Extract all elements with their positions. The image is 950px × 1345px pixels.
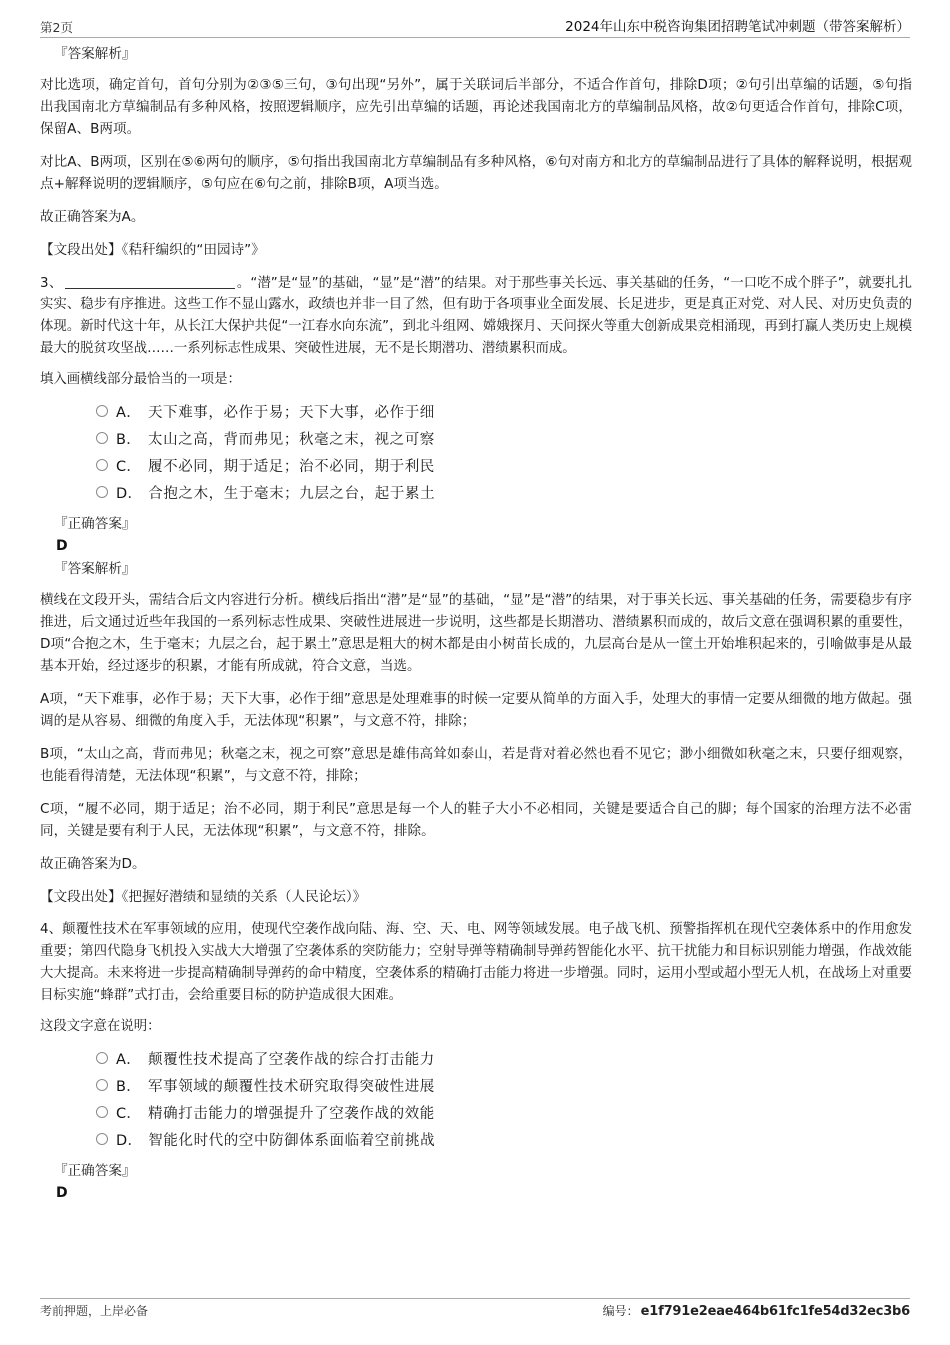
option-row[interactable] bbox=[96, 1045, 912, 1072]
option-text: 合抱之木，生于毫末；九层之台，起于累土 bbox=[148, 485, 436, 502]
question-3-analysis-paragraph-4: C项，“履不必同，期于适足；治不必同，期于利民”意思是每一个人的鞋子大小不必相同，关键是要适合自己的脚；每个国家的治理方法不必雷同，关键是要有利于人民，无法体现“积累”，与文意不符，排除。 bbox=[40, 801, 912, 840]
question-3-analysis-label: 『答案解析』 bbox=[54, 560, 136, 577]
radio-unselected-icon[interactable] bbox=[96, 1133, 108, 1145]
option-letter: A． bbox=[116, 1051, 142, 1068]
option-text: 天下难事，必作于易；天下大事，必作于细 bbox=[148, 404, 435, 421]
question-3-analysis-paragraph-2: A项，“天下难事，必作于易；天下大事，必作于细”意思是处理难事的时候一定要从简单的方面入手，处理大的事情一定要从细微的地方做起。强调的是从容易、细微的角度入手，无法体现“积累”，与文意不符，排除； bbox=[40, 691, 912, 730]
option-row[interactable] bbox=[96, 1099, 912, 1126]
question-3-stem-text: 。“潜”是“显”的基础，“显”是“潜”的结果。对于那些事关长远、事关基础的任务，“一口吃不成个胖子”，就要扎扎实实、稳步有序推进。这些工作不显山露水，政绩也并非一目了然，但有助于各项事业全面发展、长足进步，更是真正对党、对人民、对历史负责的体现。新时代这十年，从长江大保护共促“一江春水向东流”，到北斗组网、嫦娥探月、天问探火等重大创新成果竞相涌现，再到打赢人类历史上规模最大的脱贫攻坚战……一系列标志性成果、突破性进展，无不是长期潜功、潜绩累积而成。 bbox=[40, 275, 912, 357]
document-title: 2024年山东中税咨询集团招聘笔试冲刺题（带答案解析） bbox=[565, 18, 910, 35]
footer-id-label: 编号： bbox=[602, 1304, 639, 1318]
footer-id bbox=[603, 1305, 910, 1318]
q2-analysis-paragraph-2: 对比A、B两项，区别在⑤⑥两句的顺序，⑤句指出我国南北方草编制品有多种风格，⑥句对南方和北方的草编制品进行了具体的解释说明，根据观点+解释说明的逻辑顺序，⑤句应在⑥句之前，排除B项，A项当选。 bbox=[40, 154, 912, 193]
option-letter: B． bbox=[116, 431, 142, 448]
radio-unselected-icon[interactable] bbox=[96, 1106, 108, 1118]
question-3-number: 3、 bbox=[40, 275, 63, 291]
radio-unselected-icon[interactable] bbox=[96, 405, 108, 417]
option-text: 履不必同，期于适足；治不必同，期于利民 bbox=[148, 458, 435, 475]
radio-unselected-icon[interactable] bbox=[96, 459, 108, 471]
question-4-answer-value: D bbox=[56, 1185, 68, 1202]
option-letter: C． bbox=[116, 1105, 142, 1122]
option-row[interactable] bbox=[96, 398, 912, 425]
option-letter: D． bbox=[116, 485, 143, 502]
q2-conclusion: 故正确答案为A。 bbox=[40, 209, 145, 226]
q2-source-line: 【文段出处】《秸秆编织的“田园诗”》 bbox=[40, 242, 265, 259]
option-letter: B． bbox=[116, 1078, 142, 1095]
option-row[interactable] bbox=[96, 452, 912, 479]
q2-analysis-paragraph-1: 对比选项，确定首句，首句分别为②③⑤三句，③句出现“另外”，属于关联词后半部分，不适合作首句，排除D项；②句引出草编的话题，⑤句指出我国南北方草编制品有多种风格，按照逻辑顺序，应先引出草编的话题，再论述我国南北方的草编制品风格，故②句更适合作首句，排除C项，保留A、B两项。 bbox=[40, 77, 912, 138]
option-row[interactable] bbox=[96, 1126, 912, 1153]
option-letter: A． bbox=[116, 404, 142, 421]
radio-unselected-icon[interactable] bbox=[96, 486, 108, 498]
radio-unselected-icon[interactable] bbox=[96, 432, 108, 444]
question-3-answer-label: 『正确答案』 bbox=[54, 515, 136, 532]
page-header bbox=[40, 8, 910, 38]
option-text: 太山之高，背而弗见；秋毫之末，视之可察 bbox=[148, 431, 435, 448]
question-3-source-line: 【文段出处】《把握好潜绩和显绩的关系（人民论坛）》 bbox=[40, 889, 367, 906]
page-footer bbox=[40, 1298, 910, 1331]
option-letter: D． bbox=[116, 1132, 143, 1149]
question-3-stem bbox=[40, 273, 912, 360]
option-text: 颠覆性技术提高了空袭作战的综合打击能力 bbox=[148, 1051, 435, 1068]
option-row[interactable] bbox=[96, 1072, 912, 1099]
document-body bbox=[40, 44, 912, 1205]
question-3-conclusion: 故正确答案为D。 bbox=[40, 856, 146, 873]
question-3-analysis-paragraph-1: 横线在文段开头，需结合后文内容进行分析。横线后指出“潜”是“显”的基础，“显”是“潜”的结果，对于事关长远、事关基础的任务，需要稳步有序推进，后文通过近些年我国的一系列标志性成果、突破性进展进一步说明，这些都是长期潜功、潜绩累积而成的，故后文意在强调积累的重要性，D项“合抱之木，生于毫末；九层之台，起于累土”意思是粗大的树木都是由小树苗长成的，九层高台是从一筐土开始堆积起来的，引喻做事是从最基本开始，经过逐步的积累，才能有所成就，符合文意，当选。 bbox=[40, 592, 912, 675]
page-number-label: 第2页 bbox=[40, 19, 73, 35]
option-letter: C． bbox=[116, 458, 142, 475]
question-3-analysis-paragraph-3: B项，“太山之高，背而弗见；秋毫之末，视之可察”意思是雄伟高耸如泰山，若是背对着必然也看不见它；渺小细微如秋毫之末，只要仔细观察，也能看得清楚，无法体现“积累”，与文意不符，排除； bbox=[40, 746, 912, 785]
radio-unselected-icon[interactable] bbox=[96, 1079, 108, 1091]
option-row[interactable] bbox=[96, 479, 912, 506]
radio-unselected-icon[interactable] bbox=[96, 1052, 108, 1064]
fill-in-blank bbox=[65, 288, 235, 289]
option-text: 智能化时代的空中防御体系面临着空前挑战 bbox=[148, 1132, 436, 1149]
option-text: 军事领域的颠覆性技术研究取得突破性进展 bbox=[148, 1078, 435, 1095]
question-3-prompt: 填入画横线部分最恰当的一项是： bbox=[40, 371, 241, 387]
option-text: 精确打击能力的增强提升了空袭作战的效能 bbox=[148, 1105, 435, 1122]
footer-id-value: e1f791e2eae464b61fc1fe54d32ec3b6 bbox=[640, 1304, 910, 1319]
answer-analysis-heading: 『答案解析』 bbox=[54, 46, 136, 62]
footer-slogan: 考前押题，上岸必备 bbox=[40, 1304, 149, 1318]
option-row[interactable] bbox=[96, 425, 912, 452]
question-3-options bbox=[40, 398, 912, 506]
question-4-prompt: 这段文字意在说明： bbox=[40, 1018, 161, 1034]
question-3-answer-value: D bbox=[56, 538, 68, 555]
question-4-answer-label: 『正确答案』 bbox=[54, 1162, 136, 1179]
question-4-options bbox=[40, 1045, 912, 1153]
question-4-stem: 4、颠覆性技术在军事领域的应用，使现代空袭作战向陆、海、空、天、电、网等领域发展。电子战飞机、预警指挥机在现代空袭体系中的作用愈发重要；第四代隐身飞机投入实战大大增强了空袭体系的突防能力；空射导弹等精确制导弹药智能化水平、抗干扰能力和目标识别能力增强，作战效能大大提高。未来将进一步提高精确制导弹药的命中精度，空袭体系的精确打击能力将进一步增强。同时，运用小型或超小型无人机，在战场上对重要目标实施“蜂群”式打击，会给重要目标的防护造成很大困难。 bbox=[40, 922, 912, 1003]
